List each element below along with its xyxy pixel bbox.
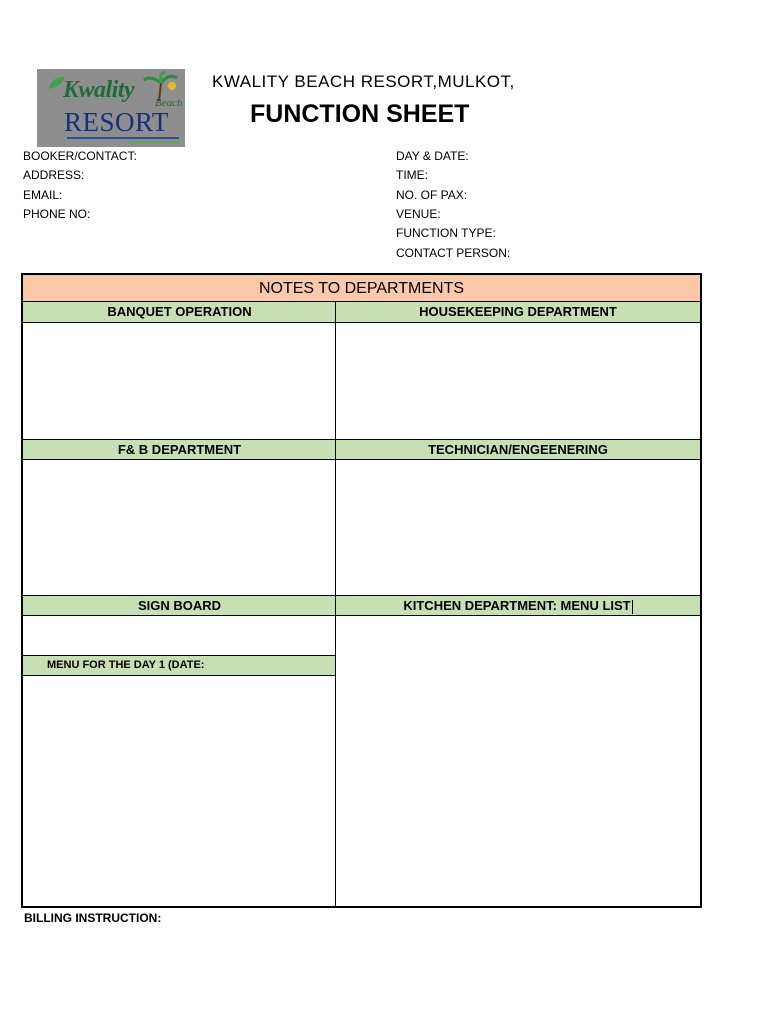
notes-header: NOTES TO DEPARTMENTS [23,275,700,302]
phone-label: PHONE NO: [23,207,91,221]
leaf-icon [47,75,67,91]
function-type-label: FUNCTION TYPE: [396,226,496,240]
banquet-notes-area[interactable] [23,323,336,439]
logo-word-resort: RESORT [64,107,169,137]
banquet-operation-header: BANQUET OPERATION [23,302,336,323]
address-label: ADDRESS: [23,168,85,182]
email-label: EMAIL: [23,188,63,202]
kitchen-menu-area[interactable] [336,616,700,906]
sign-board-header: SIGN BOARD [23,595,336,616]
billing-instruction-label: BILLING INSTRUCTION: [24,911,162,925]
technician-header: TECHNICIAN/ENGEENERING [336,439,700,460]
technician-notes-area[interactable] [336,460,700,595]
department-notes-grid [21,273,702,908]
resort-name-line: KWALITY BEACH RESORT,MULKOT, [212,72,515,91]
fnb-header: F& B DEPARTMENT [23,439,336,460]
column-divider [335,302,336,906]
sign-board-area[interactable] [23,616,336,655]
text-cursor [632,600,633,614]
housekeeping-header: HOUSEKEEPING DEPARTMENT [336,302,700,323]
kitchen-header [336,595,700,616]
booker-contact-label: BOOKER/CONTACT: [23,149,137,163]
kitchen-header-label: KITCHEN DEPARTMENT: MENU LIST [403,598,631,613]
page-title: FUNCTION SHEET [250,100,470,128]
fnb-notes-area[interactable] [23,460,336,595]
housekeeping-notes-area[interactable] [336,323,700,439]
menu-day-area[interactable] [23,676,336,906]
venue-label: VENUE: [396,207,441,221]
day-date-label: DAY & DATE: [396,149,469,163]
palm-tree-icon [141,71,179,101]
time-label: TIME: [396,168,428,182]
pax-label: NO. OF PAX: [396,188,468,202]
logo-underline [67,137,179,139]
logo-word-kwality: Kwality [63,77,135,103]
contact-person-label: CONTACT PERSON: [396,246,511,260]
resort-logo [37,69,185,147]
logo-word-beach: Beach [155,97,183,109]
menu-day-header: MENU FOR THE DAY 1 (DATE: [23,655,336,676]
logo-tagline-bar [129,141,179,143]
